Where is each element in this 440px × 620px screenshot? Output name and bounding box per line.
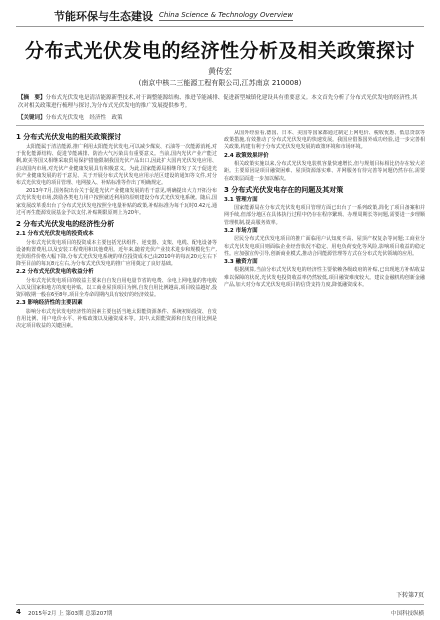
header-rule <box>16 26 424 27</box>
section-tag <box>54 8 293 24</box>
section-heading: 3.3 融资方面 <box>224 258 258 265</box>
running-header <box>0 0 440 30</box>
body-paragraph: 2013年7月,国务院出台关于促进光伏产业健康发展的若干意见,明确提出大力开拓分布式光伏发电市场,鼓励各类电力用户按照就近利用的原则建设分布式光伏发电系统。随后,国家发展改革委出台了分布式光伏发电按照全电量补贴的政策,补贴标准为每千瓦时0.42元,通过可再生能源发展基金予以支付,补贴期限原则上为20年。 <box>16 188 217 216</box>
abstract-text: 分布式光伏发电是清洁能源新型技术,对于调整能源结构、推进节能减排、促进新型城镇化建设具有重要意义。本文首先分析了分布式光伏发电的经济性,其次对相关政策进行梳理与探讨,为分布式光伏发电的推广发展提供参考。 <box>18 95 418 109</box>
keywords-text: 分布式光伏发电 经济性 政策 <box>45 115 123 121</box>
abstract-label: 【摘 要】 <box>18 95 46 101</box>
section-heading: 2.3 影响经济性的主要因素 <box>16 300 83 307</box>
abstract <box>18 94 422 110</box>
continued-note: 下转第7页 <box>396 592 424 599</box>
body-paragraph: 太阳能属于清洁能源,推广利用太阳能光伏发电,可以减少煤炭、石油等一次能源消耗,对于优化能源结构、促进节能减排、防治大气污染具有重要意义。当前,国内光伏产业产能过剩,欧美等国又相继采取贸易保护措施限制我国光伏产品出口,因此扩大国内光伏发电应用、启动国内市场,对光伏产业健康发展具有积极意义。为此,国家能源局相继印发了关于促进光伏产业健康发展的若干意见、关于开展分布式光伏发电应用示范区建设的通知等文件,对分布式光伏发电的项目管理、电网接入、补贴标准等作出了明确规定。 <box>16 144 217 187</box>
body-paragraph: 居民分布式光伏发电项目的推广面临用户认知度不高、屋顶产权复杂等问题;工商业分布式光伏发电项目则面临企业经营状况不稳定、用电负荷变化等风险,影响项目收益的稳定性。应加强宣传引导,创新商业模式,推动合同能源管理等方式在分布式光伏领域的应用。 <box>224 236 425 257</box>
author-name: 黄传宏 <box>208 67 232 76</box>
section-heading: 2.1 分布式光伏发电的投资成本 <box>16 231 94 238</box>
journal-issue: 2015年2月 上 第03期 总第207期 <box>28 611 113 617</box>
left-column <box>16 130 217 332</box>
body-paragraph: 根据测算,当前分布式光伏发电的经济性主要依赖各级政府的补贴,已出现地方补贴收益难以保障的状况,光伏发电投资收益率仍然较低,项目融资难度较大。建议金融机构创新金融产品,加大对分布式光伏发电项目的信贷支持力度,降低融资成本。 <box>224 267 425 288</box>
body-paragraph: 分布式光伏发电项目的投资成本主要包括光伏组件、逆变器、支架、电缆、配电设备等设备购置费用,以及安装工程费用和其他费用。近年来,随着光伏产业技术进步和规模化生产,光伏组件价格大幅下降,分布式光伏发电系统的单位投资成本已由2010年的每瓦20元左右下降至目前的每瓦8元左右,为分布式光伏发电的推广应用奠定了良好基础。 <box>16 239 217 268</box>
right-column <box>224 130 425 290</box>
section-heading: 2.2 分布式光伏发电的收益分析 <box>16 269 94 276</box>
section-title-en: China Science & Technology Overview <box>159 11 293 19</box>
body-paragraph: 从国外经验看,德国、日本、美国等国家都通过制定上网电价、税收优惠、低息贷款等政策措施,有效推动了分布式光伏发电的快速发展。我国应借鉴国外成功经验,进一步完善相关政策,构建有利于分布式光伏发电发展的政策环境和市场环境。 <box>224 130 425 151</box>
body-paragraph: 影响分布式光伏发电经济性的因素主要包括当地太阳能资源条件、系统初始投资、自发自用比例、用户电价水平、补贴政策以及融资成本等。其中,太阳能资源和自发自用比例是决定项目收益的关键因素。 <box>16 308 217 330</box>
article-title: 分布式光伏发电的经济性分析及相关政策探讨 <box>24 40 415 62</box>
section-heading: 3.2 市场方面 <box>224 227 258 234</box>
keywords <box>18 114 422 122</box>
keywords-label: 【关键词】 <box>18 115 46 121</box>
page-footer <box>16 604 424 616</box>
author-affiliation: (南京中核二三能源工程有限公司,江苏南京 210008) <box>138 79 302 87</box>
body-paragraph: 分布式光伏发电项目的收益主要来自自发自用电量节省的电费、余电上网电量的售电收入以及国家和地方的度电补贴。以工商业屋顶项目为例,自发自用比例越高,项目收益越好,投资回收期一般在6至8年,项目全寿命周期内具有较好的经济效益。 <box>16 277 217 299</box>
section-heading: 2 分布式光伏发电的经济性分析 <box>16 220 115 229</box>
section-heading: 2.4 政策效果评价 <box>224 152 269 159</box>
section-title-zh: 节能环保与生态建设 <box>54 10 153 23</box>
body-paragraph: 国家能源局在分布式光伏发电项目管理方面已出台了一系列政策,简化了项目备案和并网手续,但部分地区在具体执行过程中仍存在程序繁琐、办理周期长等问题,需要进一步理顺管理机制,提高服务效率。 <box>224 205 425 226</box>
section-heading: 1 分布式光伏发电的相关政策探讨 <box>16 133 122 141</box>
page-number: 4 <box>16 608 21 616</box>
body-paragraph: 相关政策实施以来,分布式光伏发电装机容量快速增长,但与规划目标相比仍存在较大差距。主要原因是项目融资困难、屋顶资源落实难、并网服务有待完善等问题仍然存在,需要在政策层面进一步加以解决。 <box>224 161 425 182</box>
section-heading: 3.1 管理方面 <box>224 196 258 203</box>
abstract-divider <box>16 125 424 126</box>
section-heading: 3 分布式光伏发电存在的问题及其对策 <box>224 185 344 194</box>
journal-name: 中国科技纵横 <box>390 611 424 617</box>
